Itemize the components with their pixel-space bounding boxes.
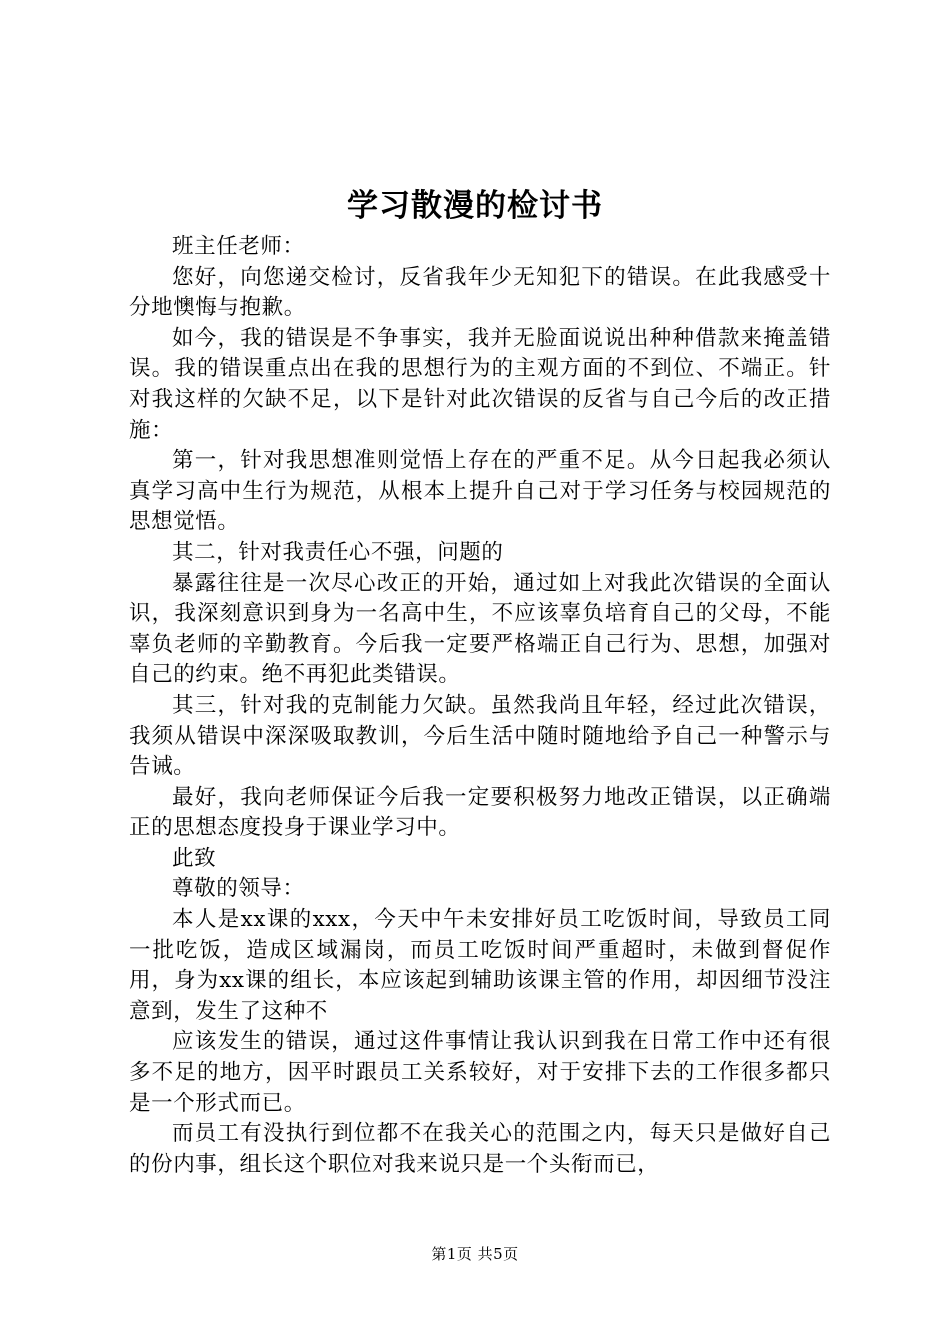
paragraph: 如今，我的错误是不争事实，我并无脸面说说出种种借款来掩盖错误。我的错误重点出在我的思想行为的主观方面的不到位、不端正。针对我这样的欠缺不足，以下是针对此次错误的反省与自己今后的改正措施： <box>129 325 831 443</box>
paragraph: 第一，针对我思想准则觉悟上存在的严重不足。从今日起我必须认真学习高中生行为规范，从根本上提升自己对于学习任务与校园规范的思想觉悟。 <box>129 448 831 535</box>
page-number-footer: 第1页 共5页 <box>431 1245 519 1263</box>
paragraph: 其二，针对我责任心不强，问题的 <box>172 539 504 565</box>
paragraph: 而员工有没执行到位都不在我关心的范围之内，每天只是做好自己的份内事，组长这个职位对我来说只是一个头衔而已， <box>129 1121 831 1177</box>
document-title: 学习散漫的检讨书 <box>347 188 603 224</box>
paragraph-salutation: 班主任老师： <box>172 234 305 259</box>
document-body <box>129 232 831 1180</box>
paragraph: 其三，针对我的克制能力欠缺。虽然我尚且年轻，经过此次错误，我须从错误中深深吸取教训，今后生活中随时随地给予自己一种警示与告诫。 <box>129 692 831 780</box>
paragraph: 应该发生的错误，通过这件事情让我认识到我在日常工作中还有很多不足的地方，因平时跟员工关系较好，对于安排下去的工作很多都只是一个形式而已。 <box>129 1029 831 1116</box>
paragraph: 您好，向您递交检讨，反省我年少无知犯下的错误。在此我感受十分地懊悔与抱歉。 <box>129 264 831 321</box>
paragraph: 最好，我向老师保证今后我一定要积极努力地改正错误，以正确端正的思想态度投身于课业学习中。 <box>129 784 831 841</box>
paragraph: 本人是xx课的xxx，今天中午未安排好员工吃饭时间，导致员工同一批吃饭，造成区域漏岗，而员工吃饭时间严重超时，未做到督促作用，身为xx课的组长，本应该起到辅助该课主管的作用，却因细节没注意到，发生了这种不 <box>129 907 831 1024</box>
paragraph: 暴露往往是一次尽心改正的开始，通过如上对我此次错误的全面认识，我深刻意识到身为一名高中生，不应该辜负培育自己的父母，不能辜负老师的辛勤教育。今后我一定要严格端正自己行为、思想，加强对自己的约束。绝不再犯此类错误。 <box>129 570 831 688</box>
paragraph-closing: 此致 <box>172 845 217 871</box>
paragraph-salutation: 尊敬的领导： <box>172 876 305 902</box>
